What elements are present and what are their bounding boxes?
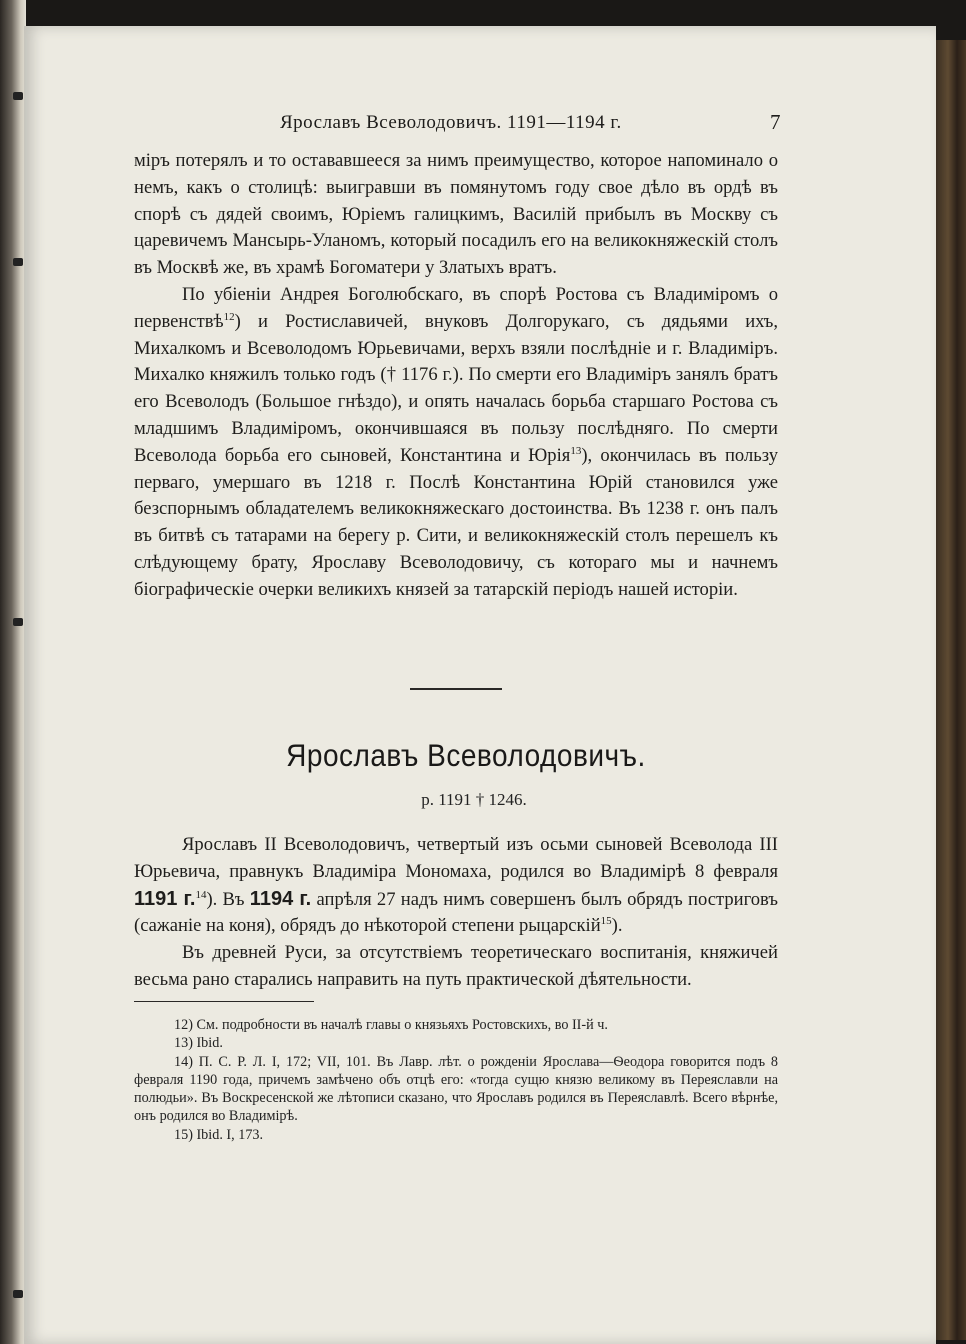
paragraph — [134, 832, 778, 940]
footnote-ref: 12 — [223, 310, 235, 323]
text-run: По убіеніи Андрея Боголюбскаго, въ спорѣ Ростова съ Владиміромъ о первенствѣ — [134, 283, 778, 332]
paragraph: міръ потерялъ и то остававшееся за нимъ преимущество, которое напоминало о немъ, какъ о столицѣ: выигравши въ помянутомъ году свое дѣло въ ордѣ въ спорѣ съ дядей своимъ, Юріемъ галицкимъ, Василій прибылъ въ Москву съ царевичемъ Мансырь-Уланомъ, который посадилъ его на великокняжескій столъ въ Москвѣ же, въ храмѣ Богоматери у Златыхъ вратъ. — [134, 150, 778, 279]
footnote-ref: 14 — [195, 888, 207, 901]
text-run: ) и Ростиславичей, внуковъ Долгорукаго, съ дядьями ихъ, Михалкомъ и Всеволодомъ Юрьевичами, верхъ взяли послѣдніе и г. Владиміръ. Михалко княжилъ только годъ († 1176 г.). По смерти его Владиміръ занялъ братъ его Всеволодъ (Большое гнѣздо), и опять началась борьба старшаго Ростова съ младшимъ Владиміромъ, окончившаяся въ пользу послѣдняго. По смерти Всеволода борьба его сыновей, Константина и Юрія — [134, 310, 778, 466]
section-heading-text: Ярославъ Всеволодовичъ. — [286, 738, 646, 773]
page-number: 7 — [770, 110, 781, 134]
footnote-separator — [134, 1001, 314, 1002]
footnote: 13) Ibid. — [174, 1035, 223, 1052]
section-heading — [0, 738, 912, 774]
text-run: ). Въ — [206, 888, 245, 910]
text-run: Ярославъ II Всеволодовичъ, четвертый изъ осьми сыновей Всеволода III Юрьевича, правнукъ Владиміра Мономаха, родился во Владимірѣ 8 февраля — [134, 834, 778, 882]
running-head-title: Ярославъ Всеволодовичъ. 1191—1194 г. — [280, 112, 622, 133]
paragraph — [134, 282, 778, 604]
bold-year: 1191 г. — [134, 887, 196, 910]
footnotes — [134, 1016, 778, 1144]
book-cover-edge — [936, 40, 966, 1340]
paragraph: Въ древней Руси, за отсутствіемъ теоретическаго воспитанія, княжичей весьма рано старались направить на путь практической дѣятельности. — [134, 942, 778, 990]
footnote-ref: 13 — [570, 444, 582, 457]
book-spine — [0, 0, 26, 1344]
binding-mark — [13, 618, 23, 626]
text-run: ), окончилась въ пользу перваго, умершаго въ 1218 г. Послѣ Константина Юрій становился уже безспорнымъ обладателемъ великокняжескаго достоинства. Въ 1238 г. онъ палъ въ битвѣ съ татарами на берегу р. Сити, и великокняжескій столъ перешелъ къ слѣдующему брату, Ярославу Всеволодовичу, съ котораго мы и начнемъ біографическіе очерки великихъ князей за татарскій періодъ нашей исторіи. — [134, 444, 778, 600]
footnote: 14) П. С. Р. Л. I, 172; VII, 101. Въ Лавр. лѣт. о рожденіи Ярослава—Ѳеодора говорится подъ 8 февраля 1190 года, причемъ замѣчено объ отцѣ его: «тогда сущю князю великому въ Переяславли на полюдьи». Въ Воскресенской же лѣтописи сказано, что Ярославъ родился въ Переяславлѣ. Всего вѣрнѣе, онъ родился во Владимірѣ. — [134, 1053, 778, 1125]
main-text-continued — [134, 832, 778, 994]
binding-mark — [13, 92, 23, 100]
running-head — [0, 112, 966, 142]
text-run: апрѣля 27 надъ нимъ совершенъ былъ обрядъ постриговъ (сажаніе на коня), обрядъ до нѣкоторой степени рыцарскій — [134, 888, 778, 937]
section-dates: р. 1191 † 1246. — [421, 790, 527, 809]
text-run: ). — [611, 915, 623, 937]
footnote-ref: 15 — [600, 915, 612, 928]
footnote: 12) См. подробности въ началѣ главы о князьяхъ Ростовскихъ, во II-й ч. — [174, 1017, 608, 1033]
binding-mark — [13, 1290, 23, 1298]
section-divider — [410, 688, 502, 690]
bold-year: 1194 г. — [249, 887, 312, 910]
binding-mark — [13, 258, 23, 266]
footnote: 15) Ibid. I, 173. — [174, 1126, 264, 1143]
main-text — [134, 148, 778, 604]
